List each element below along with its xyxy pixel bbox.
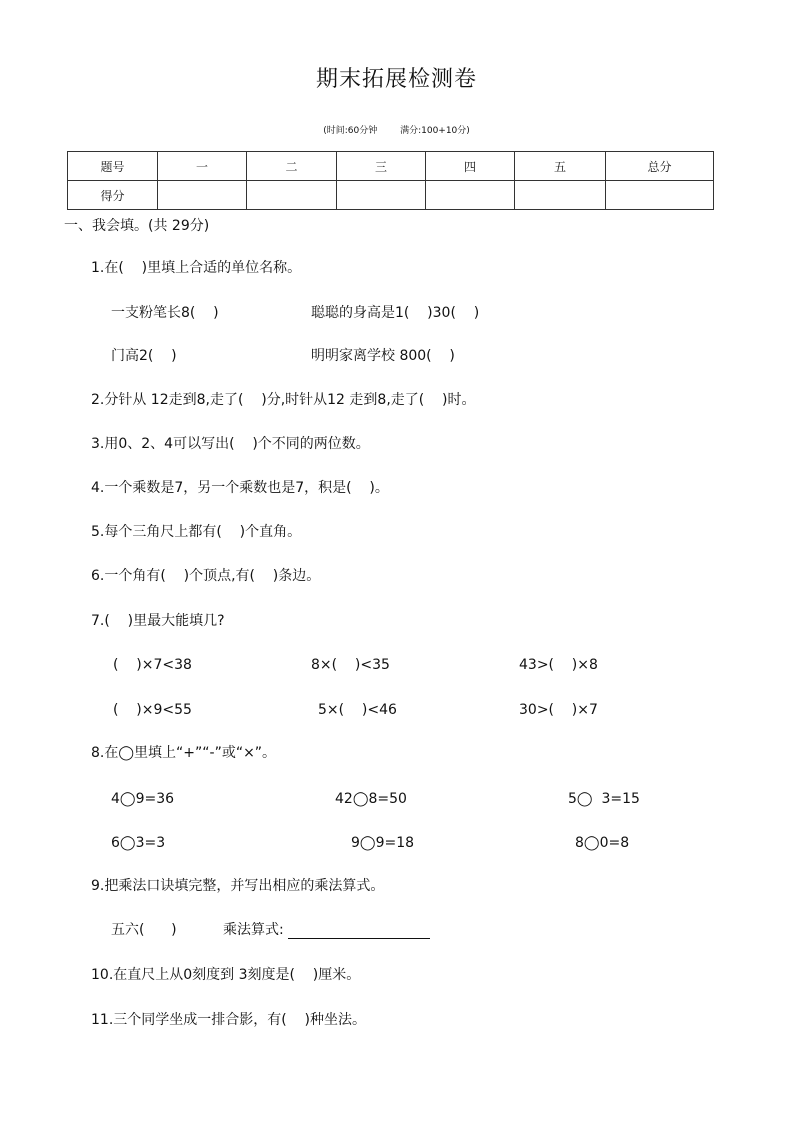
question-11: 11.三个同学坐成一排合影，有( )种坐法。 — [91, 1012, 366, 1028]
score-cell[interactable] — [247, 181, 337, 210]
full-score: 满分:100+10分) — [400, 126, 470, 136]
score-header-cell: 三 — [337, 152, 426, 181]
score-cell[interactable] — [337, 181, 426, 210]
question-7-item: 8×( )<35 — [311, 657, 390, 673]
question-7-item: ( )×7<38 — [113, 657, 192, 673]
question-6: 6.一个角有( )个顶点,有( )条边。 — [91, 568, 321, 584]
question-7-item: 30>( )×7 — [519, 702, 598, 718]
question-5: 5.每个三角尺上都有( )个直角。 — [91, 524, 302, 540]
score-table-score-row — [68, 181, 714, 210]
score-header-cell: 五 — [515, 152, 606, 181]
question-10: 10.在直尺上从0刻度到 3刻度是( )厘米。 — [91, 967, 361, 983]
score-cell[interactable] — [158, 181, 247, 210]
question-8-item: 9◯9=18 — [351, 835, 415, 851]
question-3: 3.用0、2、4可以写出( )个不同的两位数。 — [91, 436, 370, 452]
score-header-cell: 四 — [426, 152, 515, 181]
question-1-item: 一支粉笔长8( ) — [111, 305, 219, 321]
score-header-cell: 总分 — [606, 152, 714, 181]
question-7-item: 43>( )×8 — [519, 657, 598, 673]
question-2: 2.分针从 12走到8,走了( )分,时针从12 走到8,走了( )时。 — [91, 392, 476, 408]
score-table — [67, 151, 714, 210]
time-limit: (时间:60分钟 — [323, 126, 378, 136]
question-1-item: 明明家离学校 800( ) — [311, 348, 455, 364]
score-cell[interactable] — [515, 181, 606, 210]
question-8-item: 5◯ 3=15 — [568, 791, 640, 807]
question-7-item: 5×( )<46 — [318, 702, 397, 718]
question-8: 8.在◯里填上“+”“-”或“×”。 — [91, 745, 277, 761]
score-header-cell: 二 — [247, 152, 337, 181]
score-header-cell: 题号 — [68, 152, 158, 181]
question-8-item: 42◯8=50 — [335, 791, 407, 807]
question-1: 1.在( )里填上合适的单位名称。 — [91, 260, 302, 276]
question-8-item: 8◯0=8 — [575, 835, 630, 851]
score-table-header-row — [68, 152, 714, 181]
section-heading: 一、我会填。(共 29分) — [64, 218, 210, 234]
question-8-item: 6◯3=3 — [111, 835, 166, 851]
question-8-item: 4◯9=36 — [111, 791, 175, 807]
question-4: 4.一个乘数是7，另一个乘数也是7，积是( )。 — [91, 480, 389, 496]
question-7: 7.( )里最大能填几? — [91, 613, 225, 629]
score-cell[interactable] — [426, 181, 515, 210]
answer-blank-line[interactable] — [288, 938, 430, 939]
question-9-label: 乘法算式: — [223, 922, 284, 938]
score-row-label: 得分 — [68, 181, 158, 210]
page-title: 期末拓展检测卷 — [315, 67, 477, 92]
score-cell[interactable] — [606, 181, 714, 210]
question-9: 9.把乘法口诀填完整，并写出相应的乘法算式。 — [91, 878, 385, 894]
question-1-item: 门高2( ) — [111, 348, 177, 364]
question-1-item: 聪聪的身高是1( )30( ) — [311, 305, 480, 321]
exam-info — [0, 123, 793, 136]
score-header-cell: 一 — [158, 152, 247, 181]
question-9-item: 五六( ) — [111, 922, 177, 938]
question-7-item: ( )×9<55 — [113, 702, 192, 718]
